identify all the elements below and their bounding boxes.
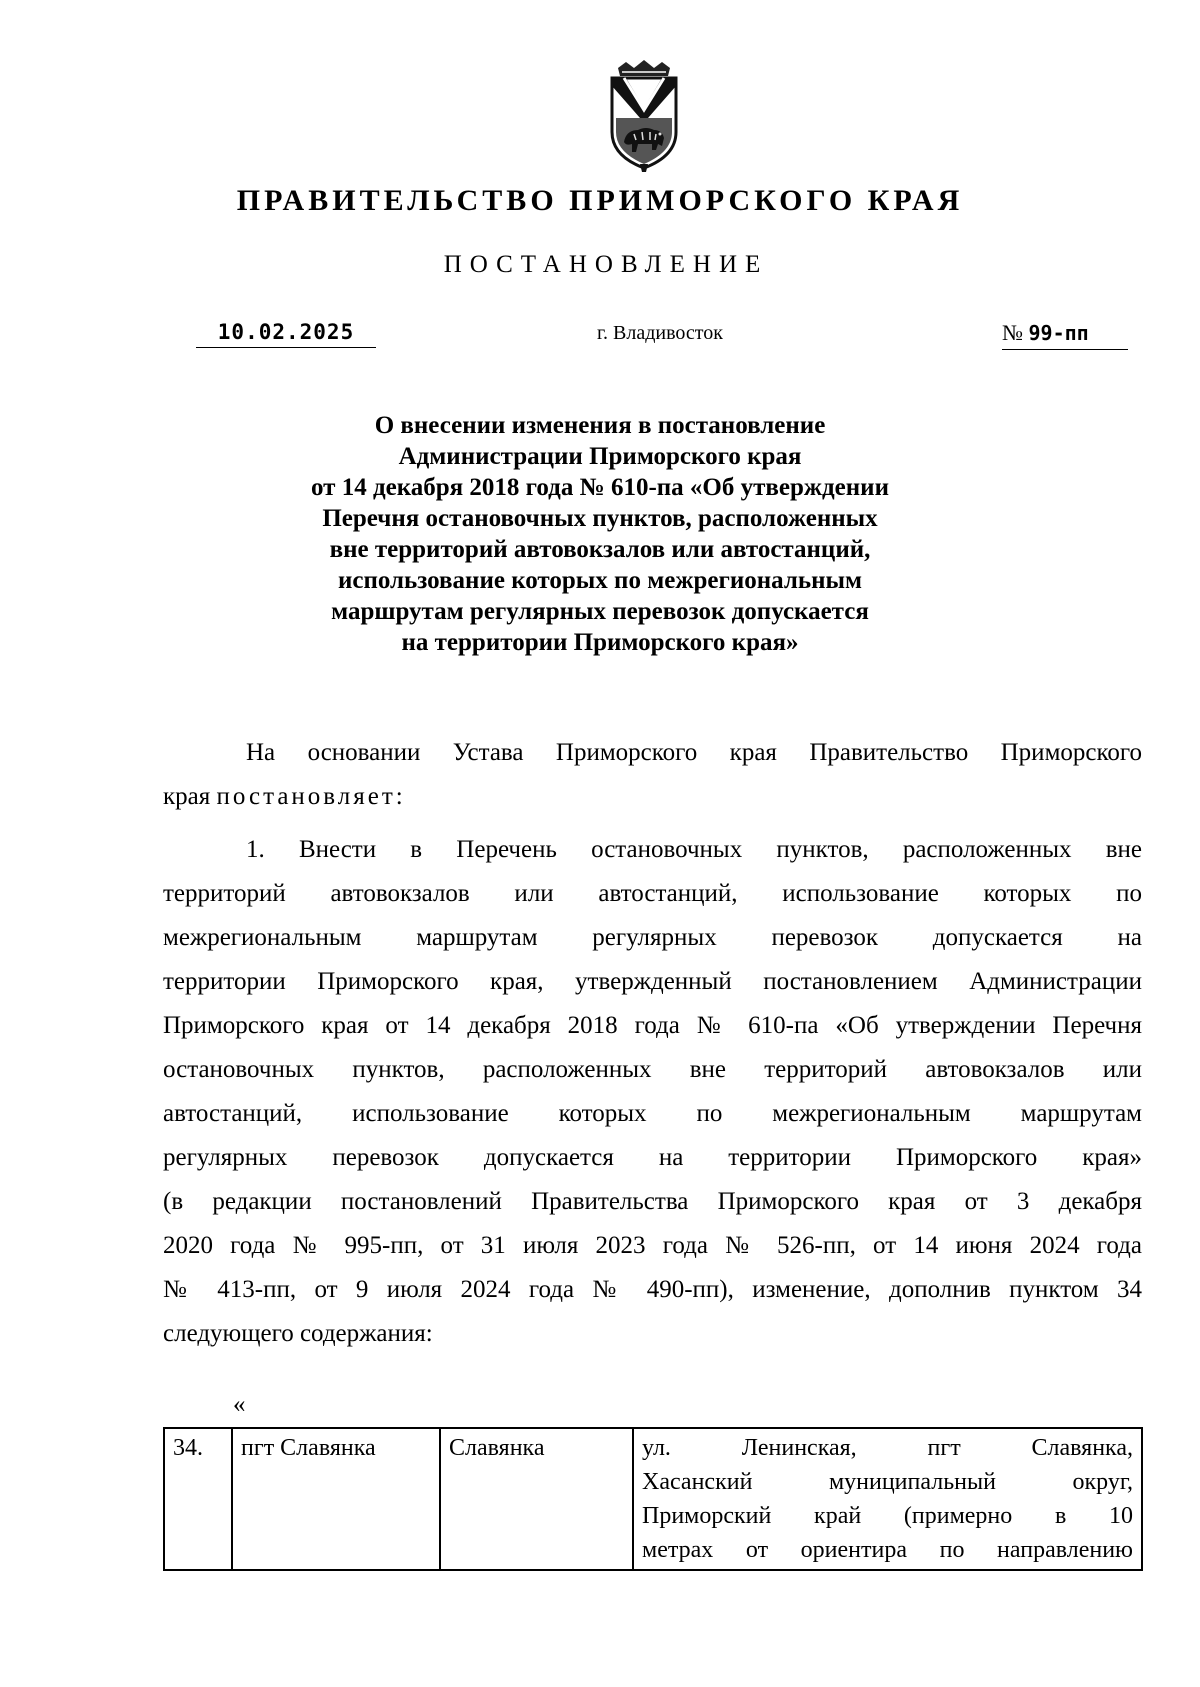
subject-line: вне территорий автовокзалов или автостанций, — [329, 536, 871, 563]
document-type: ПОСТАНОВЛЕНИЕ — [443, 251, 769, 278]
basis-line: На основании Устава Приморского края Правительство Приморского — [246, 739, 1142, 766]
basis-paragraph — [163, 731, 1142, 819]
subject-line: маршрутам регулярных перевозок допускается — [331, 598, 869, 625]
government-title: ПРАВИТЕЛЬСТВО ПРИМОРСКОГО КРАЯ — [236, 184, 964, 217]
address-line: метрах от ориентира по направлению — [642, 1537, 1133, 1563]
table-row — [164, 1428, 1142, 1570]
address-cell — [633, 1428, 1142, 1570]
number-value: 99-пп — [1028, 321, 1089, 345]
resolves-word: постановляет: — [216, 783, 406, 810]
subject-line: О внесении изменения в постановление — [374, 412, 826, 439]
item-line: Приморского края от 14 декабря 2018 года № 610-па «Об утверждении Перечня — [163, 1012, 1142, 1039]
document-city: г. Владивосток — [597, 322, 723, 344]
document-number — [1002, 320, 1128, 350]
item-1-paragraph — [163, 828, 1142, 1356]
subject-line: от 14 декабря 2018 года № 610-па «Об утверждении — [311, 474, 889, 501]
item-line: межрегиональным маршрутам регулярных перевозок допускается на — [163, 924, 1142, 951]
item-line: остановочных пунктов, расположенных вне территорий автовокзалов или — [163, 1056, 1142, 1083]
item-line: 1. Внести в Перечень остановочных пунктов, расположенных вне — [246, 836, 1142, 863]
number-prefix: № — [1002, 320, 1023, 345]
subject-line: Администрации Приморского края — [398, 443, 802, 470]
subject-line: на территории Приморского края» — [401, 629, 799, 656]
item-line: автостанций, использование которых по межрегиональным маршрутам — [163, 1100, 1142, 1127]
settlement-cell: пгт Славянка — [232, 1428, 440, 1570]
opening-quote: « — [233, 1391, 246, 1418]
address-line: Хасанский муниципальный округ, — [642, 1469, 1133, 1495]
row-number-cell: 34. — [164, 1428, 232, 1570]
address-line: ул. Ленинская, пгт Славянка, — [642, 1435, 1133, 1461]
item-line: территорий автовокзалов или автостанций, использование которых по — [163, 880, 1142, 907]
stop-name-cell: Славянка — [440, 1428, 633, 1570]
address-line: Приморский край (примерно в 10 — [642, 1503, 1133, 1529]
document-subject — [200, 410, 1000, 658]
item-line: № 413-пп, от 9 июля 2024 года № 490-пп), изменение, дополнив пунктом 34 — [163, 1276, 1142, 1303]
item-line: территории Приморского края, утвержденный постановлением Администрации — [163, 968, 1142, 995]
item-line: 2020 года № 995-пп, от 31 июля 2023 года № 526-пп, от 14 июня 2024 года — [163, 1232, 1142, 1259]
basis-word: края — [163, 783, 211, 810]
item-line: (в редакции постановлений Правительства Приморского края от 3 декабря — [163, 1188, 1142, 1215]
subject-line: Перечня остановочных пунктов, расположенных — [322, 505, 878, 532]
stops-table — [163, 1427, 1143, 1571]
document-date: 10.02.2025 — [196, 320, 376, 348]
subject-line: использование которых по межрегиональным — [337, 567, 863, 594]
item-line: следующего содержания: — [163, 1320, 433, 1347]
item-line: регулярных перевозок допускается на территории Приморского края» — [163, 1144, 1142, 1171]
primorsky-krai-coat-of-arms-icon — [588, 60, 700, 172]
basis-line — [163, 775, 1142, 819]
